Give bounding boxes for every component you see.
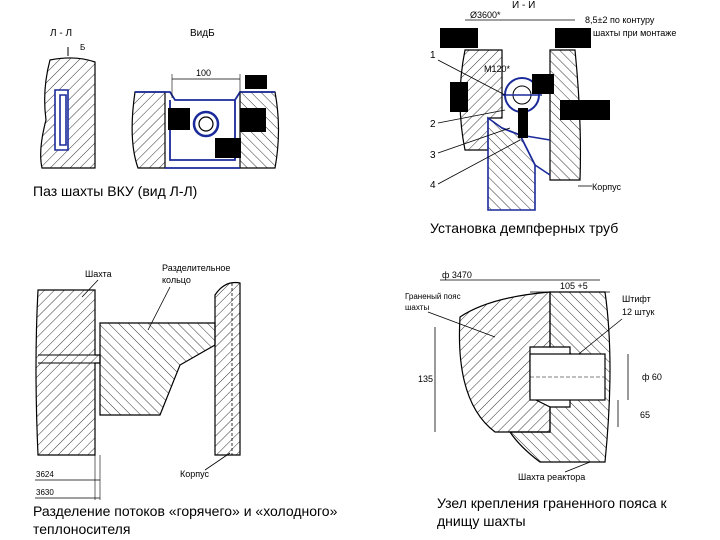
caption-panel1: Паз шахты ВКУ (вид Л-Л) [33, 183, 198, 199]
top-block-right [555, 28, 591, 48]
housing-label-3: Корпус [180, 469, 210, 479]
view-label: ВидБ [190, 28, 215, 39]
caption-panel4-line2: днищу шахты [437, 513, 526, 529]
note-line1: 8,5±2 по контуру [585, 15, 655, 25]
mid-block-left [450, 82, 468, 112]
housing-label: Корпус [592, 182, 622, 192]
dim-135: 135 [418, 374, 434, 384]
shaft-label: Шахта [85, 269, 112, 279]
dim-65: 65 [640, 410, 651, 420]
bolt-shaft [518, 108, 528, 138]
caption-panel3-line2: теплоносителя [33, 521, 131, 537]
bolt-circle [194, 112, 218, 136]
separation-ring [100, 323, 215, 415]
callout-3: 3 [430, 150, 436, 161]
ring-label-2: кольцо [162, 275, 191, 285]
bolt-label: М120* [484, 64, 511, 74]
block-d [215, 138, 241, 158]
section-label: Л - Л [50, 28, 73, 39]
block-b [168, 108, 190, 130]
block-a [245, 75, 267, 89]
note-line2: шахты при монтаже [593, 28, 677, 38]
block-c [240, 108, 266, 132]
dim-3470: ф 3470 [442, 270, 472, 280]
pin-label-1: Штифт [622, 294, 651, 304]
belt-label-2: шахты [405, 303, 430, 312]
right-body-left [132, 92, 165, 168]
housing [215, 283, 240, 456]
panel-shaft-slot-drawing [0, 0, 300, 180]
ring-label-1: Разделительное [162, 263, 231, 273]
panel-belt-mounting-drawing [400, 262, 720, 492]
mid-block-right [532, 74, 554, 94]
callout-1: 1 [430, 50, 436, 61]
caption-panel3-line1: Разделение потоков «горячего» и «холодного» [33, 503, 338, 519]
arrow-label: Б [80, 43, 86, 52]
shaft-wall [36, 290, 100, 455]
dim-3624: 3624 [36, 470, 54, 479]
dim-3630: 3630 [36, 488, 54, 497]
pin-label-2: 12 штук [622, 307, 655, 317]
top-block-left [440, 28, 478, 48]
panel-damper-drawing [410, 0, 720, 215]
callout-2: 2 [430, 119, 436, 130]
callout-4: 4 [430, 180, 436, 191]
caption-panel2: Установка демпферных труб [430, 220, 619, 236]
dim-105: 105 +5 [560, 281, 588, 291]
panel-flow-separation-drawing [20, 255, 270, 500]
dim-100: 100 [196, 68, 212, 78]
belt-label-1: Граненый пояс [405, 292, 461, 301]
mid-block-right2 [560, 100, 610, 120]
dim-3600: Ø3600* [470, 10, 501, 20]
caption-panel4-line1: Узел крепления граненного пояса к [437, 495, 667, 511]
reactor-shaft-label: Шахта реактора [518, 472, 586, 482]
section-label-ii: И - И [512, 0, 536, 11]
dim-60: ф 60 [642, 372, 662, 382]
